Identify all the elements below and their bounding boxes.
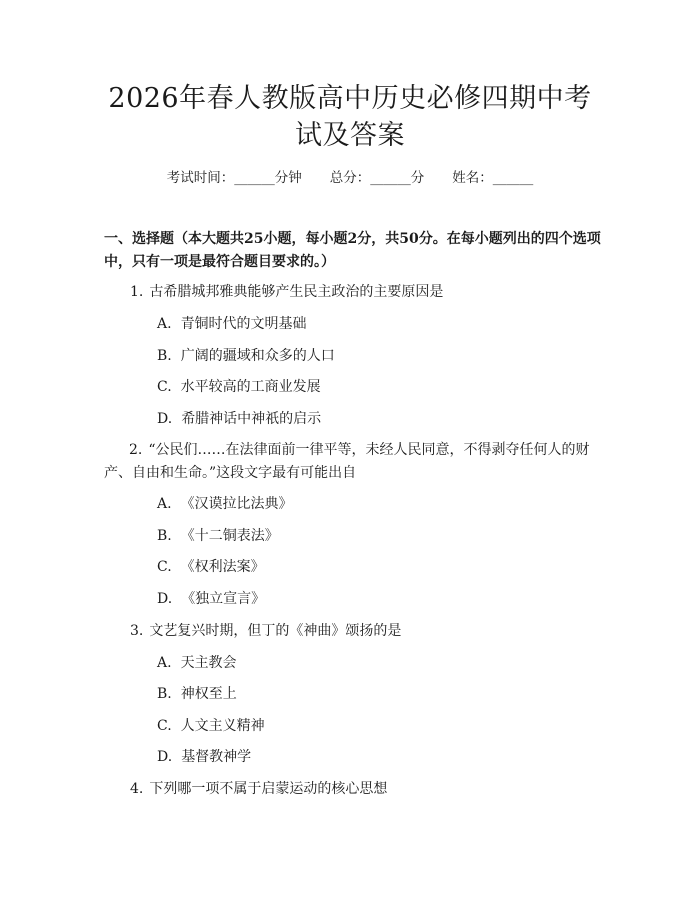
question-2-option-b — [157, 526, 279, 546]
option-text: 水平较高的工商业发展 — [180, 379, 321, 395]
option-letter: A. — [157, 496, 172, 512]
question-2-option-a — [157, 494, 293, 514]
question-2 — [104, 439, 602, 485]
question-1-option-b — [157, 346, 335, 366]
option-letter: B. — [157, 686, 172, 702]
question-number: 2. — [129, 442, 143, 458]
option-text: 天主教会 — [180, 655, 237, 671]
question-2-option-c — [157, 557, 265, 577]
option-text: 广阔的疆域和众多的人口 — [180, 348, 335, 364]
question-1-option-c — [157, 377, 321, 397]
question-1 — [130, 282, 443, 302]
question-number: 4. — [130, 781, 144, 797]
question-number: 3. — [130, 623, 144, 639]
option-letter: D. — [157, 749, 173, 765]
question-number: 1. — [130, 284, 144, 300]
option-text: 神权至上 — [180, 686, 237, 702]
question-stem: 古希腊城邦雅典能够产生民主政治的主要原因是 — [149, 284, 444, 300]
option-text: 《权利法案》 — [180, 559, 265, 575]
option-letter: B. — [157, 528, 172, 544]
option-text: 希腊神话中神祇的启示 — [181, 411, 322, 427]
name-field: 姓名：______ — [452, 170, 534, 186]
question-4 — [130, 779, 387, 799]
question-1-option-d — [157, 409, 321, 429]
option-letter: D. — [157, 591, 173, 607]
option-letter: C. — [157, 718, 172, 734]
question-3 — [130, 621, 401, 641]
question-2-option-d — [157, 589, 265, 609]
option-text: 人文主义精神 — [180, 718, 265, 734]
question-1-option-a — [157, 314, 307, 334]
exam-time-field: 考试时间：______分钟 — [166, 170, 302, 186]
question-3-option-a — [157, 653, 237, 673]
exam-meta — [0, 169, 700, 187]
question-3-option-c — [157, 716, 265, 736]
question-3-option-d — [157, 747, 251, 767]
option-text: 《汉谟拉比法典》 — [180, 496, 293, 512]
option-letter: B. — [157, 348, 172, 364]
page-title: 2026年春人教版高中历史必修四期中考试及答案 — [108, 83, 592, 151]
question-3-option-b — [157, 684, 237, 704]
option-letter: C. — [157, 379, 172, 395]
option-letter: A. — [157, 316, 172, 332]
option-text: 基督教神学 — [181, 749, 252, 765]
option-letter: D. — [157, 411, 173, 427]
question-stem: 文艺复兴时期，但丁的《神曲》颂扬的是 — [149, 623, 402, 639]
option-text: 《十二铜表法》 — [180, 528, 279, 544]
question-stem: 下列哪一项不属于启蒙运动的核心思想 — [149, 781, 388, 797]
option-text: 《独立宣言》 — [181, 591, 266, 607]
option-letter: C. — [157, 559, 172, 575]
total-score-field: 总分：______分 — [329, 170, 425, 186]
question-stem: “公民们……在法律面前一律平等，未经人民同意，不得剥夺任何人的财产、自由和生命。”这段文字最有可能出自 — [104, 442, 590, 481]
option-letter: A. — [157, 655, 172, 671]
section-heading-choice: 一、选择题（本大题共25小题，每小题2分，共50分。在每小题列出的四个选项中，只有一项是最符合题目要求的。） — [104, 231, 601, 270]
option-text: 青铜时代的文明基础 — [180, 316, 307, 332]
